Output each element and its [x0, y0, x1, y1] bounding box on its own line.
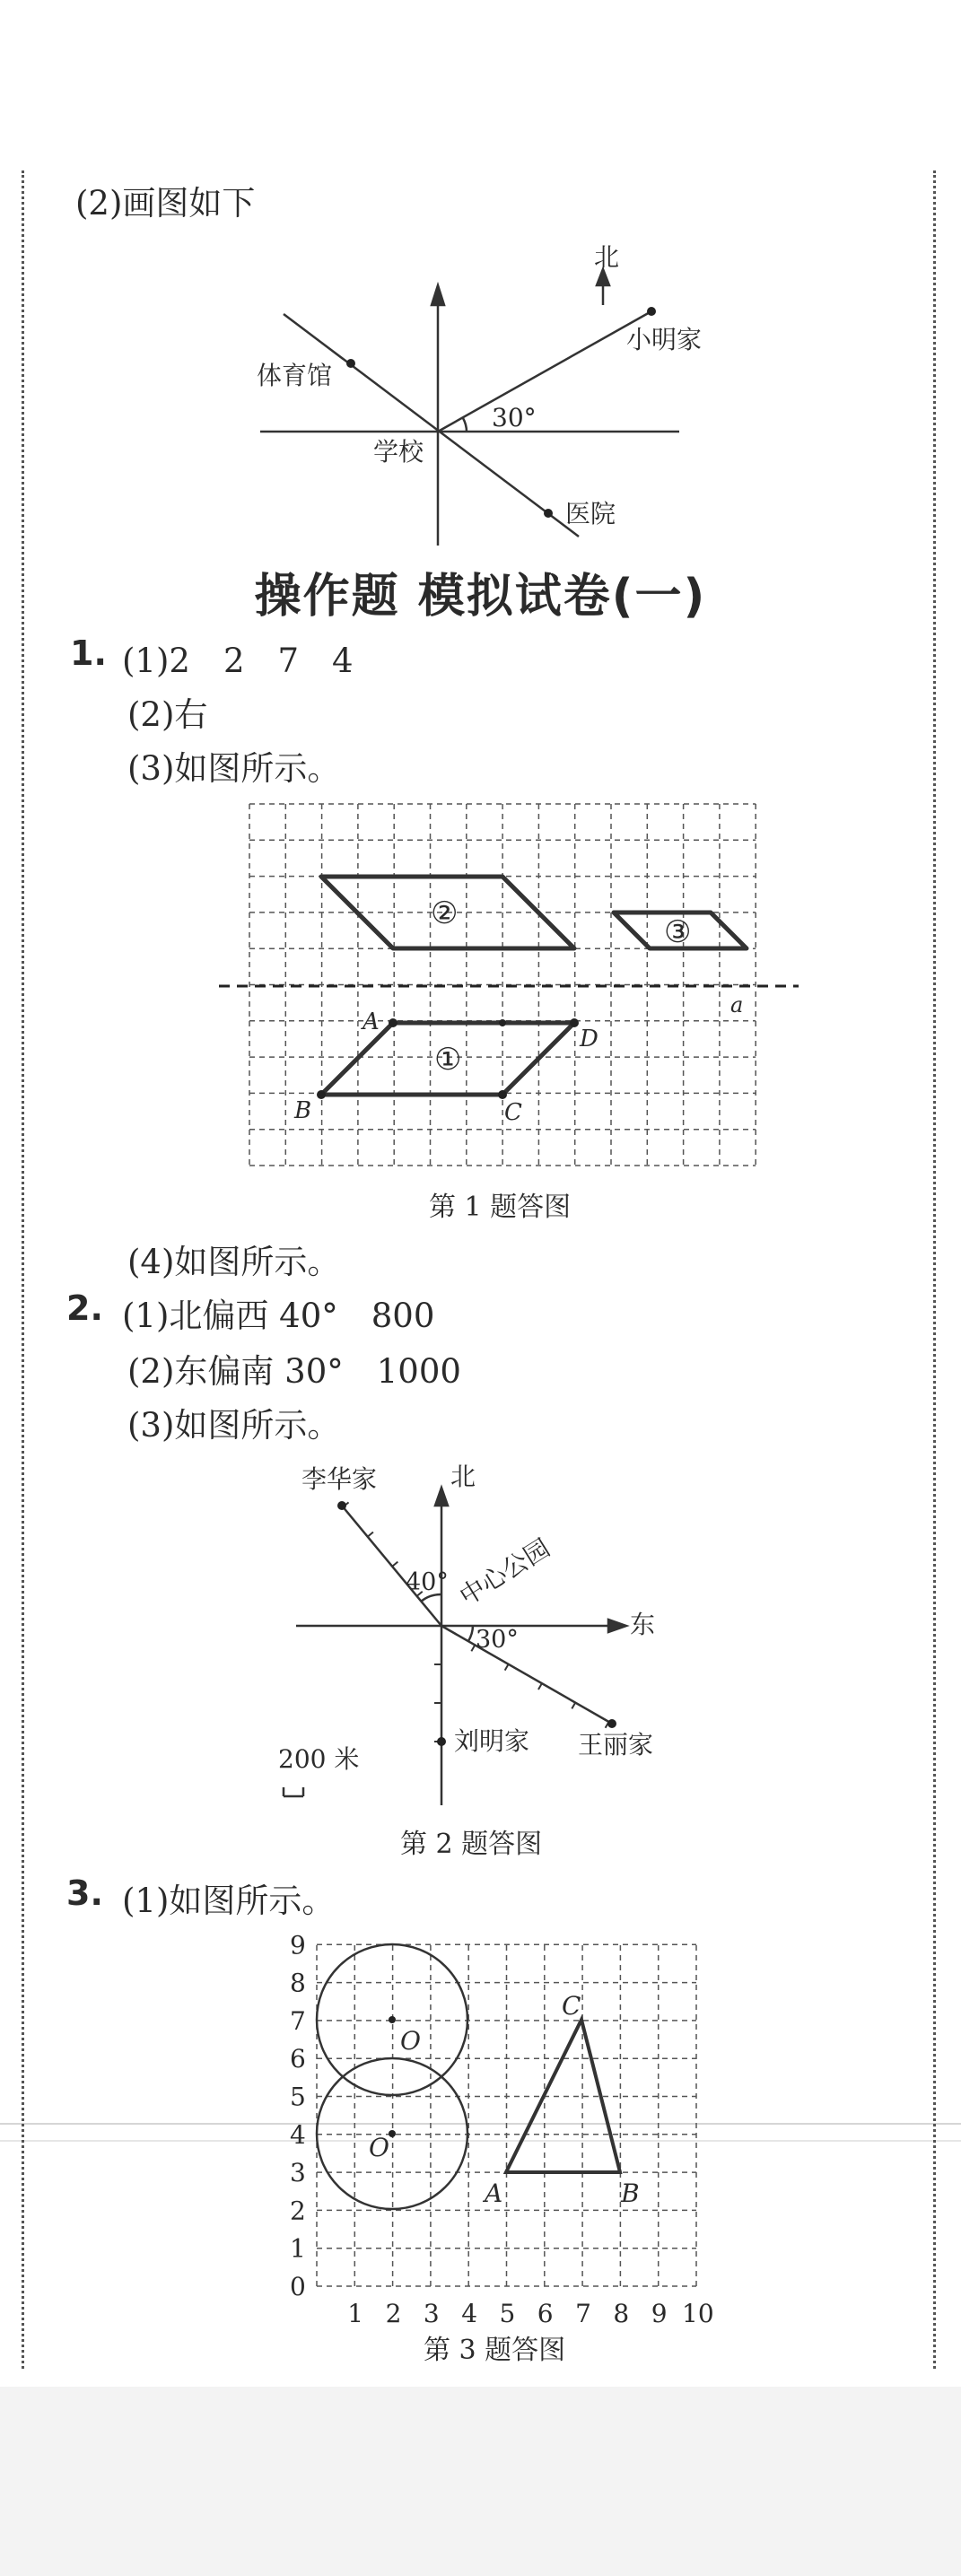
q1-line-4: (4)如图所示。: [127, 1243, 341, 1281]
x-tick-label: 9: [651, 2299, 668, 2328]
lihua-label: 李华家: [301, 1464, 378, 1494]
liuming-point: [437, 1737, 446, 1746]
q2-caption: 第 2 题答图: [400, 1829, 543, 1860]
q3-tick-labels: [290, 1930, 714, 2328]
east-arrow: [608, 1620, 626, 1632]
y-tick-label: 2: [290, 2196, 306, 2226]
home-label: 小明家: [626, 325, 703, 354]
angle-30-label: 30°: [476, 1626, 519, 1654]
q1-caption: 第 1 题答图: [429, 1192, 572, 1223]
shape-2-label: ②: [431, 895, 459, 931]
y-tick-label: 8: [290, 1968, 306, 1998]
question-2-number: 2.: [66, 1288, 103, 1328]
angle-arc: [463, 418, 467, 432]
x-tick-label: 1: [347, 2299, 364, 2328]
label-A: A: [363, 1009, 380, 1035]
q2-line-3: (3)如图所示。: [127, 1406, 341, 1445]
y-tick-label: 4: [290, 2119, 306, 2150]
y-tick-label: 6: [290, 2044, 306, 2074]
axis-arrow: [432, 285, 444, 305]
point-D: [570, 1018, 579, 1027]
liuming-label: 刘明家: [454, 1726, 530, 1756]
scale-label: 200 米: [278, 1744, 360, 1774]
y-tick-label: 1: [290, 2233, 306, 2264]
angle-30-arc: [468, 1626, 473, 1641]
question-3-number: 3.: [66, 1873, 103, 1913]
park-label: 中心公园: [454, 1533, 555, 1611]
x-tick-label: 6: [537, 2299, 554, 2328]
q1-line-3: (3)如图所示。: [127, 749, 341, 788]
q1-grid: [249, 804, 756, 1166]
x-tick-label: 4: [461, 2299, 478, 2328]
q2-line-1: (1)北偏西 40° 800: [122, 1297, 435, 1335]
question-1-number: 1.: [70, 633, 107, 673]
y-tick-label: 0: [290, 2272, 306, 2301]
point-B: [317, 1090, 326, 1099]
north-label: 北: [450, 1462, 476, 1491]
section-intro: (2)画图如下: [75, 184, 256, 223]
scale-tick: [538, 1683, 542, 1690]
point-C: [498, 1090, 507, 1099]
x-tick-label: 2: [385, 2299, 402, 2328]
scale-tick: [392, 1562, 398, 1567]
triangle-ABC: [506, 2020, 620, 2172]
label-O: O: [400, 2026, 421, 2056]
x-tick-label: 8: [613, 2299, 630, 2328]
lihua-ray: [342, 1506, 441, 1626]
y-tick-label: 5: [290, 2082, 306, 2112]
scale-tick: [572, 1702, 575, 1708]
label-O: O: [369, 2133, 389, 2162]
line-a-label: a: [730, 992, 744, 1017]
q2-scale-ticks: [343, 1502, 608, 1742]
scale-tick: [505, 1664, 509, 1671]
label-C: C: [504, 1099, 522, 1126]
shape-3-label: ③: [664, 914, 692, 950]
angle-40-label: 40°: [406, 1568, 449, 1596]
x-tick-label: 10: [682, 2299, 714, 2328]
shape-1-label: ①: [434, 1042, 462, 1078]
center-O-upper: [389, 2016, 396, 2023]
wangli-point: [607, 1719, 616, 1728]
north-label: 北: [594, 242, 620, 272]
q1-line-1: (1)2 2 7 4: [122, 642, 354, 680]
direction-diagram-top: [260, 269, 679, 546]
school-label: 学校: [373, 437, 424, 467]
y-tick-label: 9: [290, 1930, 306, 1960]
center-O-lower: [389, 2130, 396, 2137]
x-tick-label: 5: [499, 2299, 516, 2328]
wangli-label: 王丽家: [578, 1730, 654, 1760]
gym-label: 体育馆: [257, 361, 333, 390]
home-point: [647, 307, 656, 316]
label-B: B: [621, 2179, 640, 2208]
label-D: D: [580, 1026, 598, 1052]
label-A: A: [485, 2179, 503, 2208]
label-C: C: [562, 1991, 581, 2021]
scale-tick: [471, 1645, 475, 1651]
q1-line-2: (2)右: [127, 695, 208, 734]
wangli-ray: [441, 1626, 612, 1724]
x-tick-label: 7: [575, 2299, 591, 2328]
x-tick-label: 3: [423, 2299, 440, 2328]
gym-point: [346, 359, 355, 368]
home-ray: [438, 311, 651, 432]
point-top-mid: [499, 1019, 506, 1026]
q2-line-2: (2)东偏南 30° 1000: [127, 1352, 461, 1391]
north-arrow: [435, 1488, 448, 1506]
east-label: 东: [630, 1610, 656, 1639]
hospital-label: 医院: [565, 499, 616, 528]
angle-label: 30°: [492, 403, 537, 432]
q3-grid: [317, 1944, 696, 2286]
point-A: [389, 1018, 398, 1027]
y-tick-label: 7: [290, 2005, 306, 2036]
lihua-point: [337, 1501, 346, 1510]
scale-tick: [368, 1533, 373, 1537]
hospital-point: [544, 509, 553, 518]
y-tick-label: 3: [290, 2158, 306, 2188]
label-B: B: [294, 1097, 312, 1124]
q3-caption: 第 3 题答图: [424, 2335, 566, 2366]
q3-line-1: (1)如图所示。: [122, 1882, 336, 1920]
page-title: 操作题 模拟试卷(一): [254, 570, 707, 624]
